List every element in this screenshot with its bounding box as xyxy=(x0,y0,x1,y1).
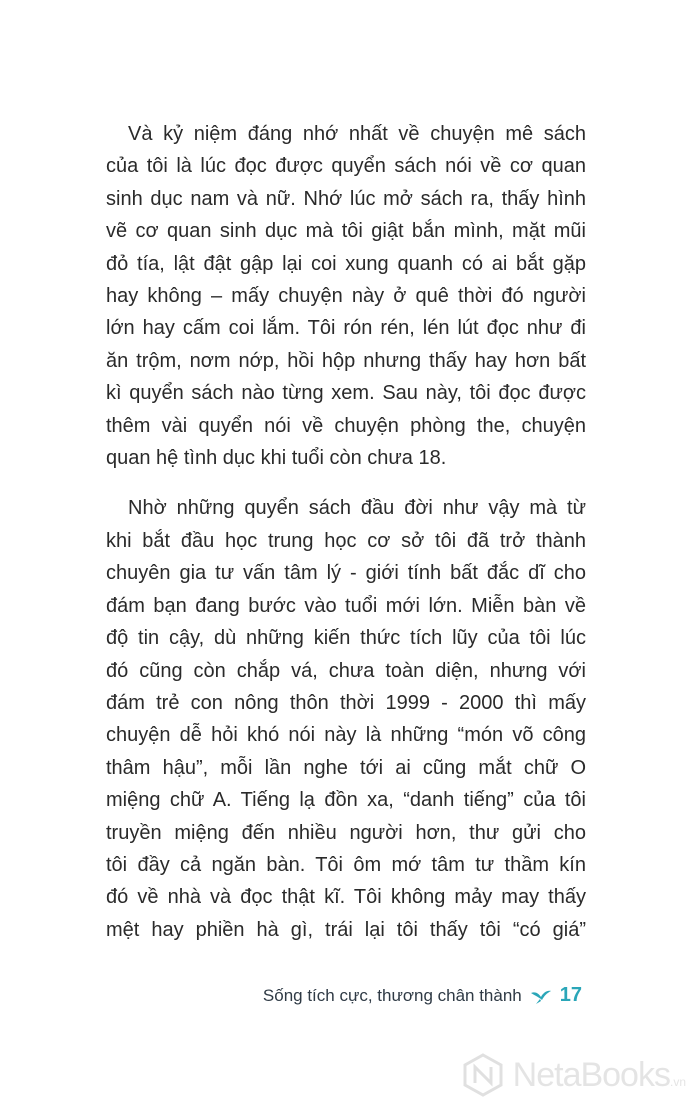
text-line: quan hệ tình dục khi tuổi còn chưa 18. xyxy=(106,447,447,470)
text-line: ăn trộm, nơm nớp, hồi hộp nhưng thấy hay hơn bất xyxy=(106,349,586,372)
page-footer xyxy=(263,984,582,1007)
text-line: chuyên gia tư vấn tâm lý - giới tính bất đắc dĩ cho xyxy=(106,562,586,585)
text-line: truyền miệng đến nhiều người hơn, thư gửi cho xyxy=(106,821,586,844)
watermark-brand: NetaBooks xyxy=(512,1055,670,1094)
text-line: đám trẻ con nông thôn thời 1999 - 2000 thì mấy xyxy=(106,691,586,714)
paragraph-1 xyxy=(106,118,586,474)
text-line: đám bạn đang bước vào tuổi mới lớn. Miễn bàn về xyxy=(106,594,586,617)
page-number: 17 xyxy=(559,984,582,1006)
paragraph-2 xyxy=(106,492,586,946)
watermark-suffix: .vn xyxy=(669,1074,686,1089)
text-line: miệng chữ A. Tiếng lạ đồn xa, “danh tiếng” của tôi xyxy=(106,789,586,812)
text-line: khi bắt đầu học trung học cơ sở tôi đã trở thành xyxy=(106,529,586,552)
text-line: hay không – mấy chuyện này ở quê thời đó người xyxy=(106,285,586,308)
text-line: của tôi là lúc đọc được quyển sách nói về cơ quan xyxy=(106,155,586,178)
body-text xyxy=(106,118,586,946)
text-line: thêm vài quyển nói về chuyện phòng the, chuyện xyxy=(106,414,586,437)
text-line: mệt hay phiền hà gì, trái lại tôi thấy tôi “có giá” xyxy=(106,918,586,941)
text-line: vẽ cơ quan sinh dục mà tôi giật bắn mình, mặt mũi xyxy=(106,220,586,243)
netabooks-logo-icon xyxy=(461,1053,505,1097)
text-line: chuyện dễ hỏi khó nói này là những “món võ công xyxy=(106,724,586,747)
watermark-text xyxy=(513,1056,686,1095)
text-line: đỏ tía, lật đật gập lại coi xung quanh có ai bắt gặp xyxy=(106,252,586,275)
watermark xyxy=(461,1053,686,1097)
text-line: thâm hậu”, mỗi lần nghe tới ai cũng mắt chữ O xyxy=(106,756,586,779)
text-line: kì quyển sách nào từng xem. Sau này, tôi đọc được xyxy=(106,382,586,405)
running-footer-title: Sống tích cực, thương chân thành xyxy=(262,985,522,1005)
text-line: Và kỷ niệm đáng nhớ nhất về chuyện mê sách xyxy=(128,123,586,145)
text-line: lớn hay cấm coi lắm. Tôi rón rén, lén lút đọc như đi xyxy=(106,317,586,340)
text-line: đó về nhà và đọc thật kĩ. Tôi không mảy may thấy xyxy=(106,886,586,909)
text-line: tôi đầy cả ngăn bàn. Tôi ôm mớ tâm tư thầm kín xyxy=(106,853,586,876)
text-line: sinh dục nam và nữ. Nhớ lúc mở sách ra, thấy hình xyxy=(106,187,586,210)
text-line: độ tin cậy, dù những kiến thức tích lũy của tôi lúc xyxy=(106,627,586,650)
text-line: đó cũng còn chắp vá, chưa toàn diện, nhưng với xyxy=(106,659,586,682)
text-line: Nhờ những quyển sách đầu đời như vậy mà từ xyxy=(128,497,586,520)
swallow-ornament-icon xyxy=(530,987,552,1005)
